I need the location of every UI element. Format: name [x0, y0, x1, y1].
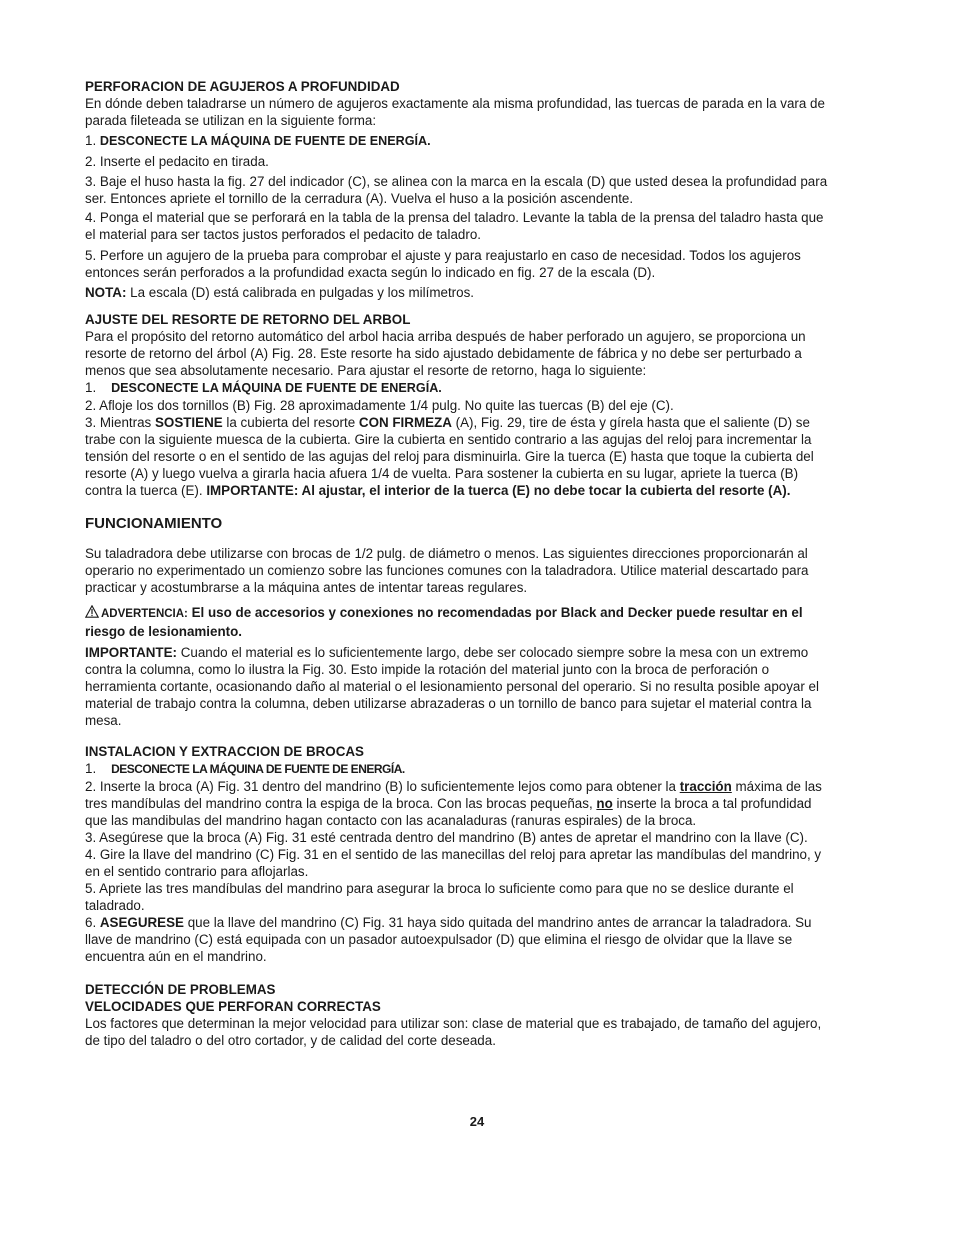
- bits-step-2-c: máxima de las tres mandíbulas del mandrino contra la espiga de la broca. Con las brocas pequeñas,: [85, 779, 822, 811]
- depth-step-1: [85, 132, 830, 150]
- spring-step-3-c: la cubierta del resorte: [222, 415, 359, 430]
- spring-step-3-e: (A), Fig. 29, tire de ésta y gírela hasta que el saliente (D) se trabe con la siguiente muesca de la cubierta. Gire la cubierta en sentido contrario a las agujas del reloj para incrementar la tensión del resorte o en el sentido de las agujas del reloj para disminuirla. Gire la tuerca (E) hasta que toque la cubierta del resorte (A) y luego vuelva a girarla hacia afuera 1/4 de vuelta. Para sostener la cubierta en su lugar, apriete la tuerca (B) contra la tuerca (E).: [85, 415, 814, 498]
- operation-important: [85, 644, 830, 729]
- bits-step-6-ensure: ASEGURESE: [99, 915, 184, 930]
- depth-note: [85, 284, 830, 301]
- bits-step-2-traction: tracción: [679, 779, 732, 794]
- bits-step-1: [85, 760, 830, 778]
- depth-step-5: 5. Perfore un agujero de la prueba para comprobar el ajuste y para reajustarlo en caso de necesidad. Todos los agujeros entonces serán perforados a la profundidad exacta según lo indicado en fig. 27 de la escala (D).: [85, 248, 801, 280]
- depth-step-1-number: 1.: [85, 133, 97, 148]
- warning-text: El uso de accesorios y conexiones no recomendadas por Black and Decker puede resultar en el riesgo de lesionamiento.: [85, 605, 803, 639]
- spring-step-3-firm: CON FIRMEZA: [358, 415, 452, 430]
- bits-step-2: [85, 778, 830, 829]
- spring-step-3-a: 3. Mientras: [85, 415, 155, 430]
- operation-intro: Su taladradora debe utilizarse con brocas de 1/2 pulg. de diámetro o menos. Las siguientes direcciones proporcionarán al operario no experimentado un comienzo sobre las funciones comunes con la taladradora. Utilice material descartado para practicar y acostumbrarse a la máquina antes de intentar tareas regulares.: [85, 546, 809, 595]
- depth-note-label: NOTA:: [85, 285, 127, 300]
- manual-page: [85, 78, 830, 1049]
- warning-triangle-icon: [85, 605, 99, 618]
- section-title-operation: FUNCIONAMIENTO: [85, 515, 223, 532]
- depth-step-3: 3. Baje el huso hasta la fig. 27 del indicador (C), se alinea con la marca en la escala (D) que usted desea la profundidad para ser. Entonces apriete el tornillo de la cerradura (A). Vuelva el huso a la posición ascendente.: [85, 174, 828, 206]
- bits-step-2-a: 2. Inserte la broca (A) Fig. 31 dentro del mandrino (B) lo suficientemente lejos como para obtener la: [85, 779, 680, 794]
- important-label: IMPORTANTE:: [85, 645, 177, 660]
- spring-step-1-text: DESCONECTE LA MÁQUINA DE FUENTE DE ENERGÍA.: [111, 381, 442, 395]
- bits-step-6: [85, 914, 830, 965]
- section-title-bits: INSTALACION Y EXTRACCION DE BROCAS: [85, 744, 364, 759]
- bits-step-6-text: que la llave del mandrino (C) Fig. 31 haya sido quitada del mandrino antes de arrancar la taladradora. Su llave de mandrino (C) está equipada con un pasador autoexpulsador (D) que elimina el riesgo de olvidar que la llave se encuentra aún en el mandrino.: [85, 915, 812, 964]
- spring-step-3: [85, 414, 830, 499]
- bits-step-1-text: DESCONECTE LA MÁQUINA DE FUENTE DE ENERGÍA.: [111, 762, 405, 776]
- spring-step-1: [85, 379, 830, 397]
- section-title-depth-drilling: PERFORACION DE AGUJEROS A PROFUNDIDAD: [85, 79, 400, 94]
- bits-step-5: 5. Apriete las tres mandíbulas del mandrino para asegurar la broca lo suficiente como para que no se deslice durante el taladrado.: [85, 881, 794, 913]
- spring-intro: Para el propósito del retorno automático del arbol hacia arriba después de haber perforado un agujero, se proporciona un resorte de retorno del árbol (A) Fig. 28. Este resorte ha sido ajustado debidamente de fábrica y no debe ser perturbado a menos que sea absolutamente necesario. Para ajustar el resorte de retorno, haga lo siguiente:: [85, 329, 806, 378]
- spring-step-3-important: IMPORTANTE: Al ajustar, el interior de la tuerca (E) no debe tocar la cubierta del resorte (A).: [206, 483, 791, 498]
- depth-note-text: La escala (D) está calibrada en pulgadas y los milímetros.: [126, 285, 474, 300]
- bits-step-3: 3. Asegúrese que la broca (A) Fig. 31 esté centrada dentro del mandrino (B) antes de apretar el mandrino con la llave (C).: [85, 830, 808, 845]
- bits-step-4: 4. Gire la llave del mandrino (C) Fig. 31 en el sentido de las manecillas del reloj para apretar las mandíbulas del mandrino, y en el sentido contrario para aflojarlas.: [85, 847, 822, 879]
- bits-step-2-no: no: [596, 796, 613, 811]
- depth-drilling-intro: En dónde deben taladrarse un número de agujeros exactamente ala misma profundidad, las tuercas de parada en la vara de parada fileteada se utilizan en la siguiente forma:: [85, 96, 825, 128]
- depth-step-1-text: DESCONECTE LA MÁQUINA DE FUENTE DE ENERGÍA.: [99, 134, 431, 148]
- bits-step-2-e: inserte la broca a tal profundidad que las mandibulas del mandrino hagan contacto con las acanaladuras (ranuras espirales) de la broca.: [85, 796, 812, 828]
- spring-step-1-number: 1.: [85, 380, 97, 395]
- warning-label: ADVERTENCIA:: [101, 608, 188, 620]
- spring-step-2: 2. Afloje los dos tornillos (B) Fig. 28 aproximadamente 1/4 pulg. No quite las tuercas (B) del eje (C).: [85, 398, 674, 413]
- speeds-intro: Los factores que determinan la mejor velocidad para utilizar son: clase de material que es trabajado, de tamaño del agujero, de tipo del taladro o del otro cortador, y de calidad del corte deseada.: [85, 1016, 822, 1048]
- important-text: Cuando el material es lo suficientemente largo, debe ser colocado siempre sobre la mesa con un extremo contra la columna, como lo ilustra la Fig. 30. Esto impide la rotación del material junto con la broca de perforación o herramienta cortante, ocasionando daño al material o el lesionamiento personal del operario. Si no resulta posible apoyar el material de trabajo contra la columna, deben utilizarse abrazaderas o un tornillo de banco para sujetar el material contra la mesa.: [85, 645, 819, 728]
- section-title-spring-adjust: AJUSTE DEL RESORTE DE RETORNO DEL ARBOL: [85, 312, 411, 327]
- operation-warning: [85, 604, 830, 640]
- depth-step-4: 4. Ponga el material que se perforará en la tabla de la prensa del taladro. Levante la tabla de la prensa del taladro hasta que el material para ser tactos justos perforados el pedacito de taladro.: [85, 210, 824, 242]
- spring-step-3-hold: SOSTIENE: [154, 415, 223, 430]
- section-title-speeds: VELOCIDADES QUE PERFORAN CORRECTAS: [85, 999, 381, 1014]
- bits-step-6-number: 6.: [85, 915, 100, 930]
- section-title-troubleshooting: DETECCIÓN DE PROBLEMAS: [85, 982, 276, 997]
- page-number: 24: [469, 1114, 485, 1129]
- depth-step-2: 2. Inserte el pedacito en tirada.: [85, 154, 269, 169]
- bits-step-1-number: 1.: [85, 761, 97, 776]
